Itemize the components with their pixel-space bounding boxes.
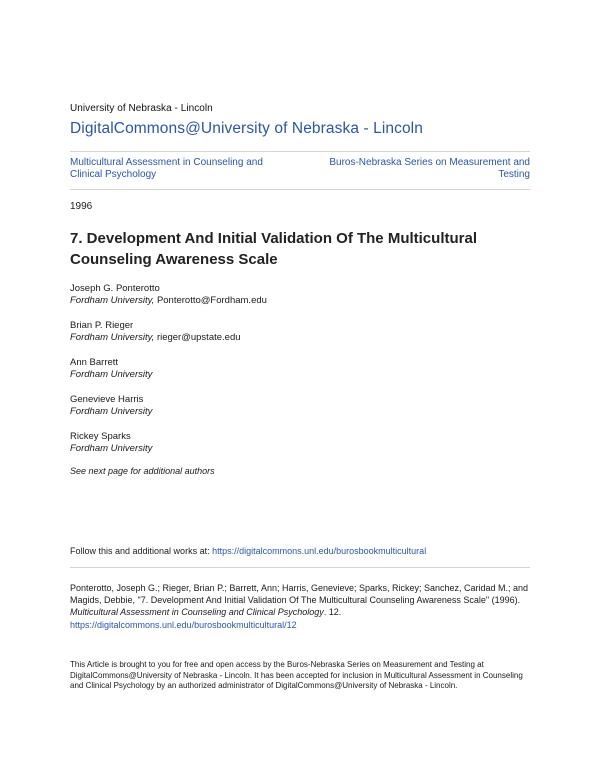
author-entry bbox=[70, 394, 530, 418]
author-entry bbox=[70, 357, 530, 381]
author-email[interactable]: Ponterotto@Fordham.edu bbox=[156, 295, 267, 306]
affiliation-text: Fordham University bbox=[70, 332, 152, 343]
author-entry bbox=[70, 431, 530, 455]
open-access-notice: This Article is brought to you for free and open access by the Buros-Nebraska Series on Measurement and Testing at DigitalCommons@University of Nebraska - Lincoln. It has been accepted for inclusion in Multicultural Assessment in Counseling and Clinical Psychology by an authorized administrator of DigitalCommons@University of Nebraska - Lincoln. bbox=[70, 660, 523, 690]
collection-url-link[interactable]: https://digitalcommons.unl.edu/burosbookmulticultural bbox=[212, 546, 427, 556]
article-title: 7. Development And Initial Validation Of The Multicultural Counseling Awareness Scale bbox=[70, 230, 477, 268]
series-link-multicultural[interactable]: Multicultural Assessment in Counseling and Clinical Psychology bbox=[70, 157, 263, 180]
author-affiliation: Fordham University bbox=[70, 443, 153, 454]
divider-top bbox=[70, 151, 530, 152]
author-name: Rickey Sparks bbox=[70, 431, 131, 442]
follow-line bbox=[70, 546, 530, 556]
citation-source: Multicultural Assessment in Counseling and Clinical Psychology bbox=[70, 607, 324, 618]
author-name: Brian P. Rieger bbox=[70, 320, 134, 331]
institution-name: University of Nebraska - Lincoln bbox=[70, 103, 213, 114]
recommended-citation bbox=[70, 582, 532, 631]
author-name: Joseph G. Ponterotto bbox=[70, 283, 160, 294]
publication-year: 1996 bbox=[70, 201, 93, 212]
author-entry bbox=[70, 320, 530, 344]
citation-suffix: . 12. bbox=[323, 607, 342, 618]
affiliation-text: Fordham University bbox=[70, 295, 152, 306]
author-email[interactable]: rieger@upstate.edu bbox=[156, 332, 241, 343]
divider-bottom bbox=[70, 567, 530, 568]
author-affiliation: Fordham University, Ponterotto@Fordham.edu bbox=[70, 295, 267, 306]
follow-text: Follow this and additional works at: bbox=[70, 546, 213, 556]
cover-page bbox=[70, 0, 530, 776]
author-name: Genevieve Harris bbox=[70, 394, 144, 405]
divider-middle bbox=[70, 189, 530, 190]
author-affiliation: Fordham University bbox=[70, 406, 153, 417]
series-link-buros[interactable]: Buros-Nebraska Series on Measurement and Testing bbox=[329, 157, 530, 180]
author-entry bbox=[70, 283, 530, 307]
author-affiliation: Fordham University, rieger@upstate.edu bbox=[70, 332, 241, 343]
author-affiliation: Fordham University bbox=[70, 369, 153, 380]
repository-link[interactable]: DigitalCommons@University of Nebraska - Lincoln bbox=[70, 120, 423, 137]
author-name: Ann Barrett bbox=[70, 357, 119, 368]
author-list bbox=[70, 283, 530, 468]
see-next-page-note: See next page for additional authors bbox=[70, 466, 215, 476]
citation-url-link[interactable]: https://digitalcommons.unl.edu/burosbookmulticultural/12 bbox=[70, 619, 297, 630]
citation-text: Ponterotto, Joseph G.; Rieger, Brian P.; Barrett, Ann; Harris, Genevieve; Sparks, Rickey; Sanchez, Caridad M.; and Magids, Debbie, "7. Development And Initial Validation Of The Multicultural Counseling Awareness Scale" (1996). bbox=[70, 583, 529, 606]
